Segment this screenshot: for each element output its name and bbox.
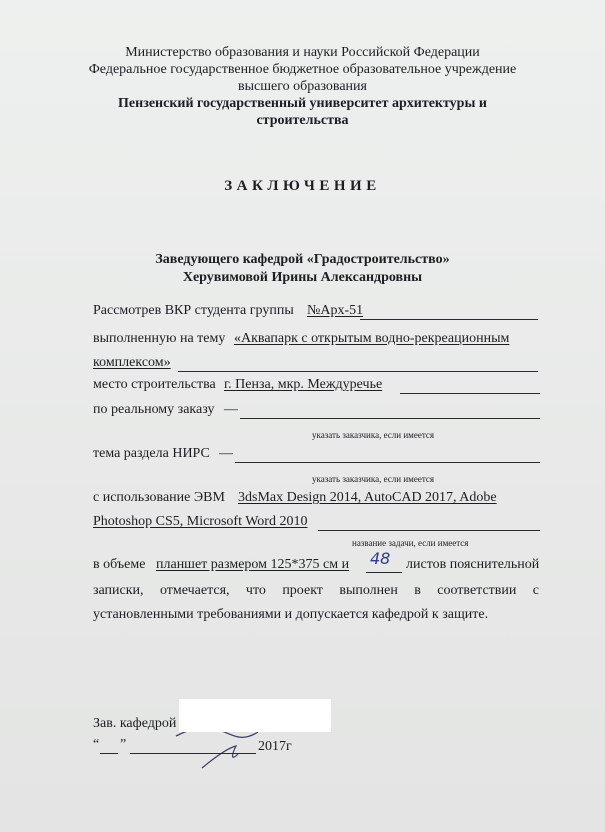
place-value: г. Пенза, мкр. Междуречье xyxy=(224,377,383,392)
evm-label: с использование ЭВМ xyxy=(93,490,225,505)
sheets-handwritten: 48 xyxy=(370,549,391,568)
volume-value: планшет размером 125*375 см и xyxy=(156,557,350,572)
topic-value-line1: «Аквапарк с открытым водно-рекреационным xyxy=(234,331,510,346)
order-underline xyxy=(240,418,540,419)
evm-value-line1: 3dsMax Design 2014, AutoCAD 2017, Adobe xyxy=(238,490,497,505)
date-year: 2017г xyxy=(258,739,292,754)
volume-label: в объеме xyxy=(93,557,146,572)
date-day-underline xyxy=(100,753,118,754)
order-label: по реальному заказу xyxy=(93,402,215,417)
group-value: №Арх-51 xyxy=(307,303,364,318)
conclusion-line3: установленными требованиями и допускается кафедрой к защите. xyxy=(93,607,489,622)
nirs-underline xyxy=(235,462,540,463)
evm-hint: название задачи, если имеется xyxy=(352,538,469,548)
order-hint: указать заказчика, если имеется xyxy=(312,430,435,440)
place-label: место строительства xyxy=(93,377,216,392)
author-name: Херувимовой Ирины Александровны xyxy=(182,270,423,285)
evm-underline xyxy=(318,530,540,531)
university-name-line2: строительства xyxy=(256,113,349,128)
nirs-hint: указать заказчика, если имеется xyxy=(312,474,435,484)
education-level-line: высшего образования xyxy=(238,79,367,94)
group-underline xyxy=(360,319,538,320)
review-label: Рассмотрев ВКР студента группы xyxy=(93,303,294,318)
evm-value-line2: Photoshop CS5, Microsoft Word 2010 xyxy=(93,514,308,529)
conclusion-line2: записки, отмечается, что проект выполнен в соответствии с xyxy=(93,583,539,598)
redaction-box xyxy=(179,699,331,732)
institution-type-line: Федеральное государственное бюджетное образовательное учреждение xyxy=(88,62,517,77)
head-of-department-label: Зав. кафедрой xyxy=(93,716,177,731)
topic-underline xyxy=(178,371,538,372)
volume-tail: листов пояснительной xyxy=(406,557,540,572)
ministry-line: Министерство образования и науки Российской Федерации xyxy=(125,45,480,60)
document-title: ЗАКЛЮЧЕНИЕ xyxy=(224,178,381,194)
nirs-value: — xyxy=(219,446,233,461)
date-month-underline xyxy=(130,753,256,754)
university-name-line1: Пензенский государственный университет архитектуры и xyxy=(118,96,487,111)
topic-value-line2: комплексом» xyxy=(93,355,171,370)
place-underline xyxy=(400,393,540,394)
nirs-label: тема раздела НИРС xyxy=(93,446,210,461)
order-value: — xyxy=(224,402,238,417)
date-open-quote: “ xyxy=(93,737,100,752)
topic-label: выполненную на тему xyxy=(93,331,226,346)
sheets-underline xyxy=(366,572,402,573)
date-close-quote: ” xyxy=(120,737,127,752)
author-position: Заведующего кафедрой «Градостроительство» xyxy=(155,252,450,267)
